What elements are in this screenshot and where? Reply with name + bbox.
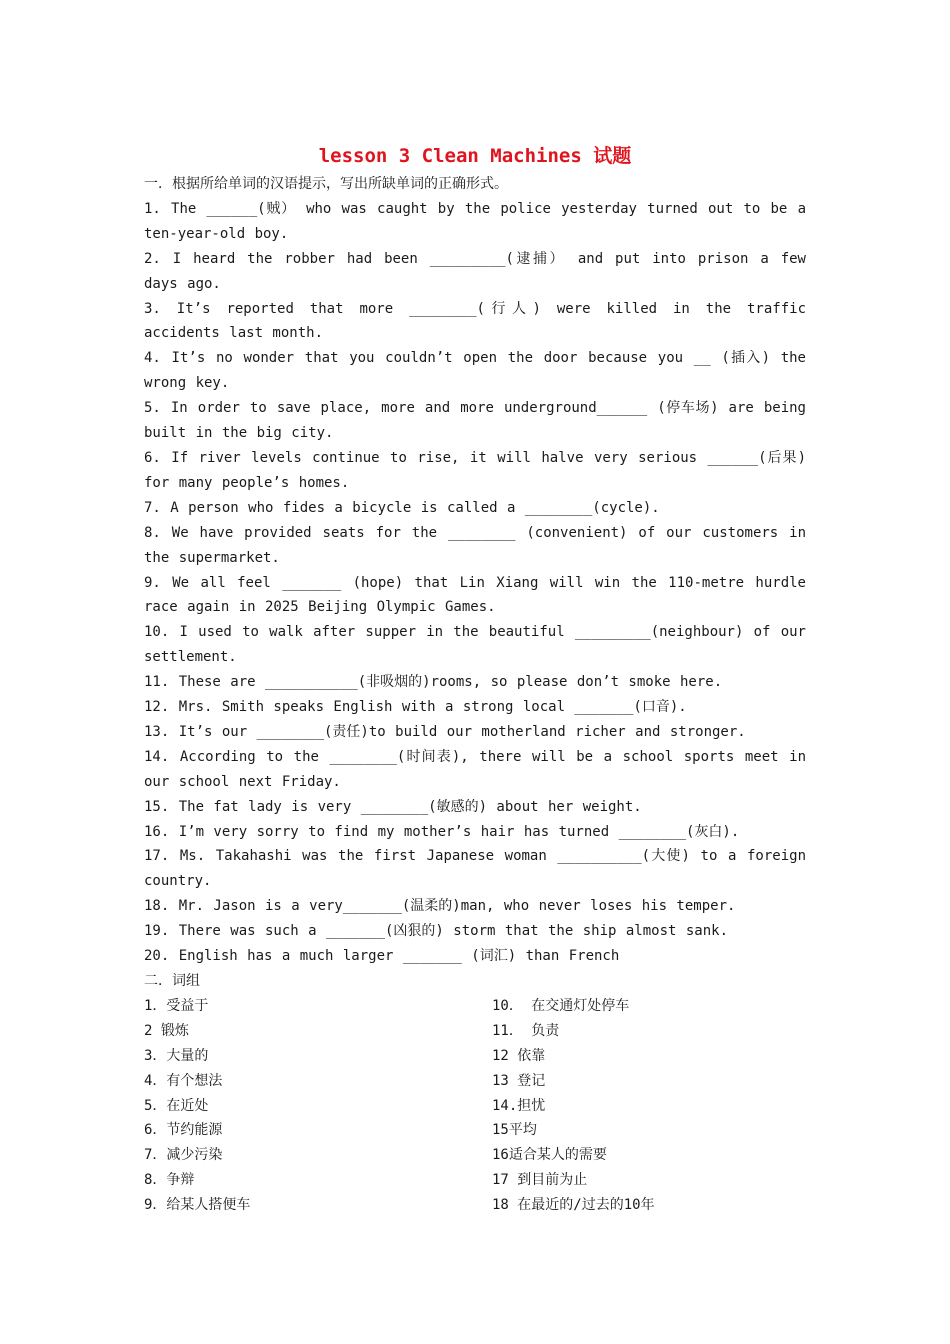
phrase-item-6: 6．节约能源 xyxy=(144,1122,223,1139)
page-title: lesson 3 Clean Machines 试题 xyxy=(318,145,632,167)
exercise-item-10: 10. I used to walk after supper in the beautiful _________(neighbour) of our settlement. xyxy=(144,624,806,666)
exercise-item-15: 15. The fat lady is very ________(敏感的) about her weight. xyxy=(144,798,642,815)
phrase-item-4: 4．有个想法 xyxy=(144,1072,223,1089)
phrase-item-3: 3．大量的 xyxy=(144,1047,209,1064)
exercise-item-1: 1. The ______(贼） who was caught by the police yesterday turned out to be a ten-year-old boy. xyxy=(144,200,806,242)
phrase-item-7: 7．减少污染 xyxy=(144,1147,223,1164)
section-1-items xyxy=(144,197,806,969)
exercise-item-16: 16. I’m very sorry to find my mother’s hair has turned ________(灰白). xyxy=(144,823,740,840)
phrase-item-1: 1．受益于 xyxy=(144,997,209,1014)
exercise-item-12: 12. Mrs. Smith speaks English with a strong local _______(口音). xyxy=(144,699,687,716)
phrase-item-8: 8．争辩 xyxy=(144,1172,195,1189)
exercise-item-19: 19. There was such a _______(凶狠的) storm that the ship almost sank. xyxy=(144,923,729,940)
exercise-item-6: 6. If river levels continue to rise, it will halve very serious ______(后果) for many people’s homes. xyxy=(144,449,806,491)
exercise-item-20: 20. English has a much larger _______ (词汇) than French xyxy=(144,948,620,965)
exercise-item-8: 8. We have provided seats for the ________ (convenient) of our customers in the supermarket. xyxy=(144,524,806,566)
phrase-item-10: 10． 在交通灯处停车 xyxy=(492,997,630,1014)
phrase-item-11: 11． 负责 xyxy=(492,1022,560,1039)
phrase-item-17: 17 到目前为止 xyxy=(492,1172,588,1189)
phrase-item-12: 12 依靠 xyxy=(492,1047,546,1064)
exercise-item-14: 14. According to the ________(时间表), there will be a school sports meet in our school next Friday. xyxy=(144,748,806,790)
phrase-item-2: 2 锻炼 xyxy=(144,1022,189,1039)
exercise-item-11: 11. These are ___________(非吸烟的)rooms, so please don’t smoke here. xyxy=(144,674,723,691)
phrase-item-14: 14.担忧 xyxy=(492,1097,546,1114)
exercise-item-18: 18. Mr. Jason is a very_______(温柔的)man, who never loses his temper. xyxy=(144,898,736,915)
exercise-item-13: 13. It’s our ________(责任)to build our motherland richer and stronger. xyxy=(144,723,746,740)
exercise-item-5: 5. In order to save place, more and more underground______ (停车场) are being built in the big city. xyxy=(144,400,806,442)
exercise-item-17: 17. Ms. Takahashi was the first Japanese woman __________(大使) to a foreign country. xyxy=(144,848,806,890)
phrase-item-9: 9．给某人搭便车 xyxy=(144,1197,251,1214)
exercise-item-3: 3. It’s reported that more ________(行人) were killed in the traffic accidents last month. xyxy=(144,300,806,342)
section-2-heading: 二．词组 xyxy=(144,973,200,989)
phrase-item-18: 18 在最近的/过去的10年 xyxy=(492,1197,655,1214)
exercise-item-4: 4. It’s no wonder that you couldn’t open the door because you __ (插入) the wrong key. xyxy=(144,350,806,392)
exercise-item-9: 9. We all feel _______ (hope) that Lin Xiang will win the 110-metre hurdle race again in 2025 Beijing Olympic Games. xyxy=(144,574,806,616)
phrase-list xyxy=(144,994,806,1218)
phrase-item-16: 16适合某人的需要 xyxy=(492,1147,607,1164)
section-1-heading: 一．根据所给单词的汉语提示，写出所缺单词的正确形式。 xyxy=(144,176,508,192)
phrase-item-5: 5．在近处 xyxy=(144,1097,209,1114)
exercise-item-7: 7. A person who fides a bicycle is called a ________(cycle). xyxy=(144,499,660,516)
worksheet-page xyxy=(144,140,806,1218)
phrase-item-15: 15平均 xyxy=(492,1122,537,1139)
exercise-item-2: 2. I heard the robber had been _________(逮捕） and put into prison a few days ago. xyxy=(144,250,806,292)
phrase-item-13: 13 登记 xyxy=(492,1072,546,1089)
